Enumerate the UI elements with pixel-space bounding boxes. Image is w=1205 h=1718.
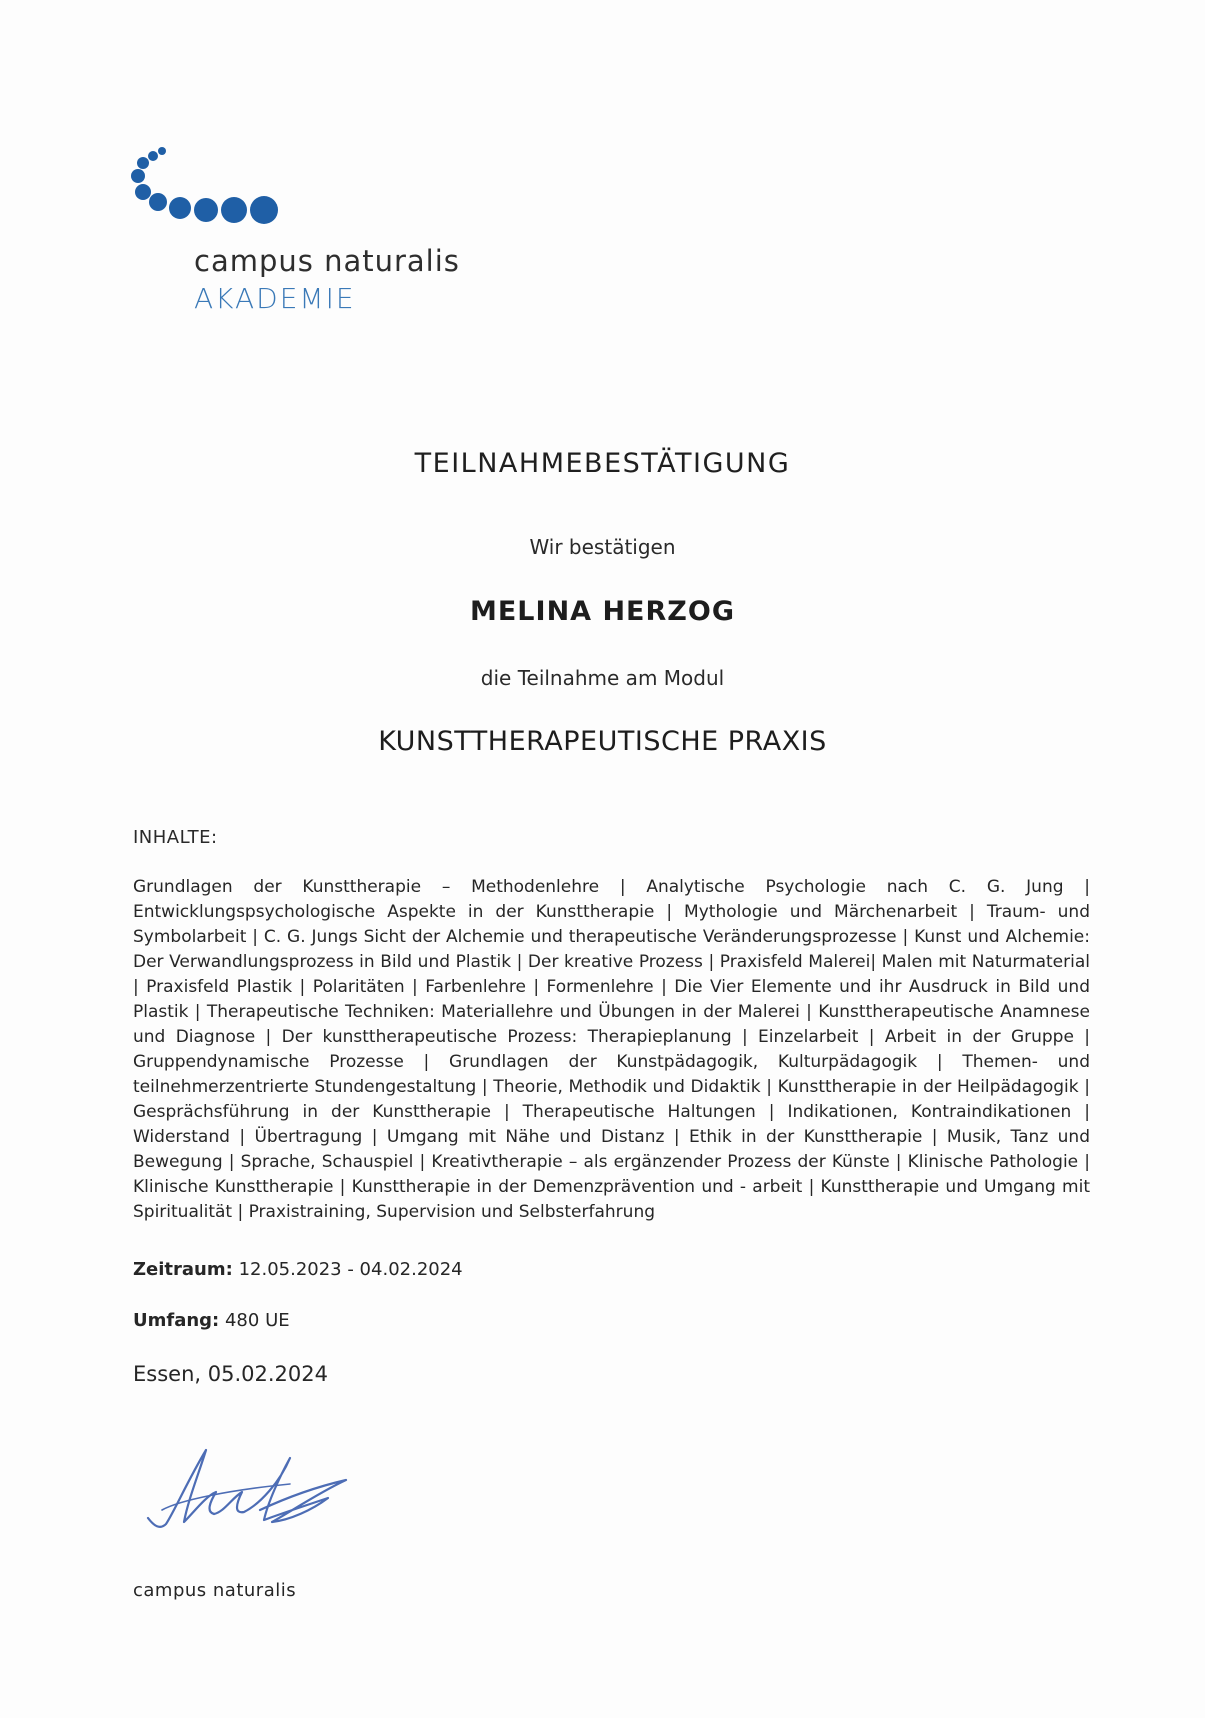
place-date: Essen, 05.02.2024 [133,1362,328,1386]
period-row [133,1259,463,1280]
module-name: KUNSTTHERAPEUTISCHE PRAXIS [378,726,827,757]
signature [140,1440,360,1540]
logo-name: campus naturalis [194,244,460,278]
logo-subtitle: AKADEMIE [194,282,356,315]
scope-value: 480 UE [224,1310,290,1331]
scope-row [133,1310,290,1331]
footer-organization: campus naturalis [133,1580,297,1601]
period-label: Zeitraum: [133,1259,233,1280]
participant-name: MELINA HERZOG [470,596,735,627]
certificate-title: TEILNAHMEBESTÄTIGUNG [414,448,791,479]
scope-label: Umfang: [133,1310,220,1331]
module-intro: die Teilnahme am Modul [480,666,725,690]
period-value: 12.05.2023 - 04.02.2024 [238,1259,463,1280]
contents-label: INHALTE: [133,827,218,848]
campus-naturalis-logo [128,140,468,320]
confirm-text: Wir bestätigen [529,535,676,559]
contents-text: Grundlagen der Kunsttherapie – Methodenlehre | Analytische Psychologie nach C. G. Jung | Entwicklungspsychologische Aspekte in der Kunsttherapie | Mythologie und Märchenarbeit | Traum- und Symbolarbeit | C. G. Jungs Sicht der Alchemie und therapeutische Veränderungsprozesse | Kunst und Alchemie: Der Verwandlungsprozess in Bild und Plastik | Der kreative Prozess | Praxisfeld Malerei| Malen mit Naturmaterial | Praxisfeld Plastik | Polaritäten | Farbenlehre | Formenlehre | Die Vier Elemente und ihr Ausdruck in Bild und Plastik | Therapeutische Techniken: Materiallehre und Übungen in der Malerei | Kunsttherapeutische Anamnese und Diagnose | Der kunsttherapeutische Prozess: Therapieplanung | Einzelarbeit | Arbeit in der Gruppe | Gruppendynamische Prozesse | Grundlagen der Kunstpädagogik, Kulturpädagogik | Themen- und teilnehmerzentrierte Stundengestaltung | Theorie, Methodik und Didaktik | Kunsttherapie in der Heilpädagogik | Gesprächsführung in der Kunsttherapie | Therapeutische Haltungen | Indikationen, Kontraindikationen | Widerstand | Übertragung | Umgang mit Nähe und Distanz | Ethik in der Kunsttherapie | Musik, Tanz und Bewegung | Sprache, Schauspiel | Kreativtherapie – als ergänzender Prozess der Künste | Klinische Pathologie | Klinische Kunsttherapie | Kunsttherapie in der Demenzprävention und - arbeit | Kunsttherapie und Umgang mit Spiritualität | Praxistraining, Supervision und Selbsterfahrung [133,877,1090,1222]
logo-dots-icon [128,140,288,230]
